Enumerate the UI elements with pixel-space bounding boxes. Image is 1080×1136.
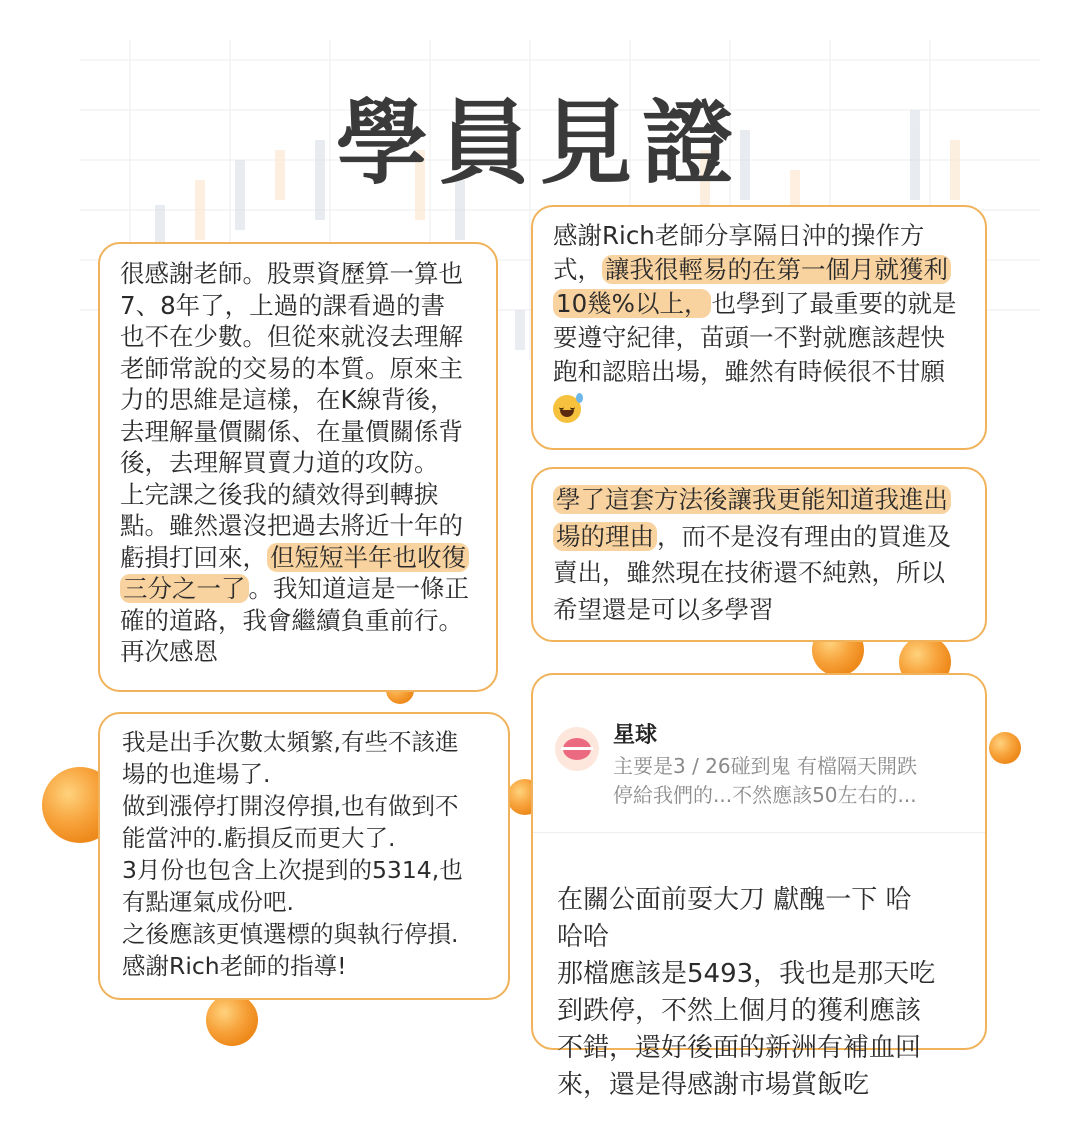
testimonial-1-text-end: 。我知道這是一條正 確的道路，我會繼續負重前行。 再次感恩 — [120, 574, 469, 666]
sweat-smile-emoji-icon — [553, 395, 581, 423]
testimonial-3-text-end: ，而不是沒有理由的買進及 賣出，雖然現在技術還不純熟，所以 希望還是可以多學習 — [553, 521, 951, 624]
post-body: 在關公面前耍大刀 獻醜一下 哈 哈哈 那檔應該是5493，我也是那天吃 到跌停，不然上個月的獲利應該 不錯，還好後面的新洲有補血回 來，還是得感謝市場賞飯吃 — [557, 885, 936, 1100]
testimonial-2-highlight: 讓我很輕易的在第一個月就獲利 — [602, 255, 951, 284]
testimonial-2-highlight-2: 10幾%以上， — [553, 289, 711, 318]
testimonial-card-2 — [531, 205, 987, 450]
testimonial-3-highlight-2: 場的理由 — [553, 522, 657, 551]
testimonial-card-5-post — [531, 673, 987, 1100]
testimonial-1-text: 很感謝老師。股票資歷算一算也 7、8年了，上過的課看過的書 也不在少數。但從來就沒去理解 老師常說的交易的本質。原來主 力的思維是這樣，在K線背後， 去理解量價關係、在量價關係背 後，去理解買賣力道的攻防。 上完課之後我的績效得到轉捩 點。雖然還沒把過去將近十年的 虧損打回來， — [120, 259, 463, 572]
testimonial-card-3 — [531, 467, 987, 642]
testimonial-1-highlight: 但短短半年也收復 — [267, 543, 469, 572]
testimonial-1-highlight-2: 三分之一了 — [120, 574, 249, 603]
post-preview: 主要是3 / 26碰到鬼 有檔隔天開跌 停給我們的...不然應該50左右的... — [613, 753, 917, 807]
page-title: 學員見證 — [335, 90, 744, 197]
testimonial-card-1 — [98, 242, 498, 692]
post-header — [533, 707, 985, 833]
testimonial-3-highlight: 學了這套方法後讓我更能知道我進出 — [553, 485, 951, 514]
testimonial-2-text-end: 也學到了最重要的就是 要遵守紀律，苗頭一不對就應該趕快 跑和認賠出場，雖然有時候很不甘願 — [553, 289, 957, 386]
testimonial-card-4 — [98, 712, 510, 1000]
post-username: 星球 — [613, 722, 658, 748]
testimonial-4-text: 我是出手次數太頻繁,有些不該進 場的也進場了. 做到漲停打開沒停損,也有做到不 能當沖的.虧損反而更大了. 3月份也包含上次提到的5314,也 有點運氣成份吧. 之後應該更慎選標的與執行停損. 感謝Rich老師的指導! — [122, 728, 463, 980]
planet-avatar-icon — [555, 727, 599, 771]
testimonial-2-text: 感謝Rich老師分享隔日沖的操作方 式， — [553, 221, 925, 284]
